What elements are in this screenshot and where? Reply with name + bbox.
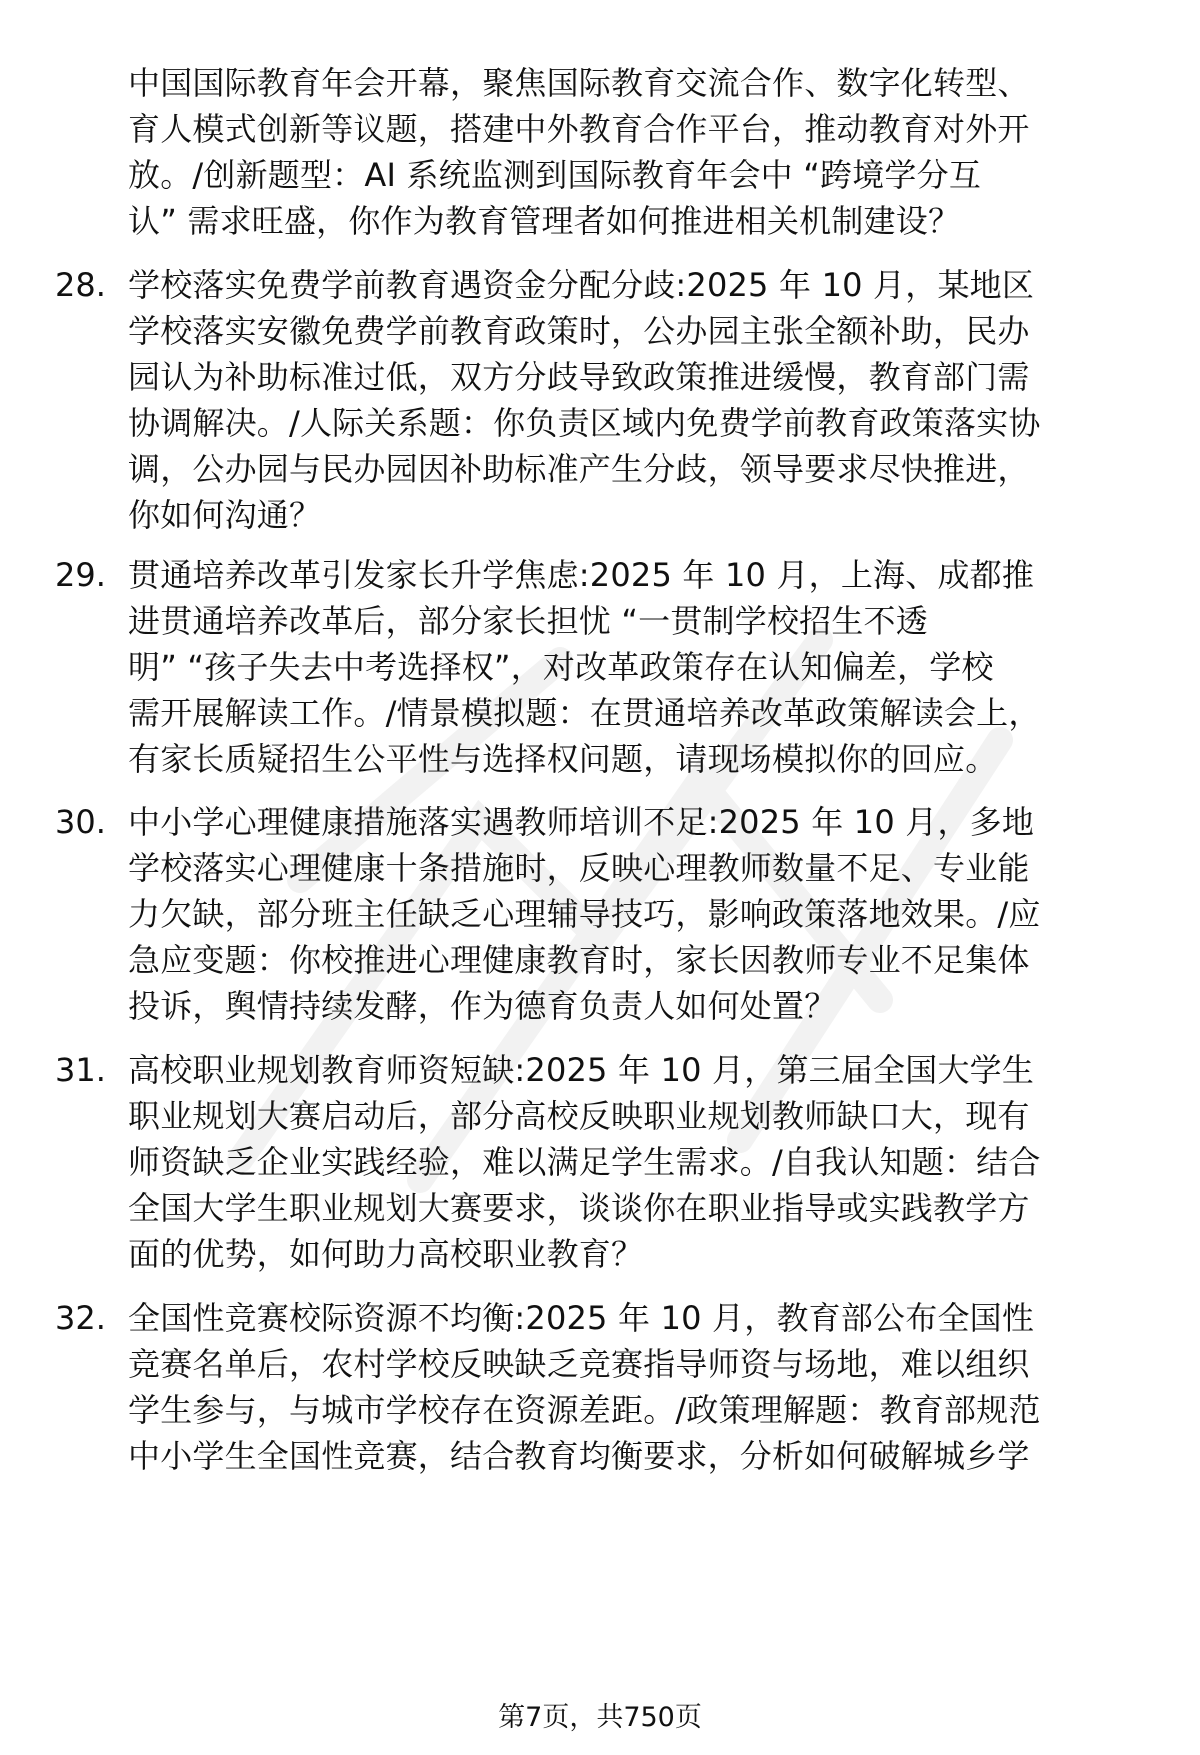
- question-line: 投诉，舆情持续发酵，作为德育负责人如何处置？: [128, 987, 837, 1025]
- intro-line: 放。/创新题型：AI 系统监测到国际教育年会中 “跨境学分互: [128, 156, 982, 194]
- question-line: 有家长质疑招生公平性与选择权问题，请现场模拟你的回应。: [128, 740, 998, 778]
- question-line: 协调解决。/人际关系题：你负责区域内免费学前教育政策落实协: [128, 404, 1041, 442]
- question-line: 力欠缺，部分班主任缺乏心理辅导技巧，影响政策落地效果。/应: [128, 895, 1041, 933]
- question-line: 急应变题：你校推进心理健康教育时，家长因教师专业不足集体: [128, 941, 1030, 979]
- question-line: 贯通培养改革引发家长升学焦虑:2025 年 10 月，上海、成都推: [128, 556, 1035, 594]
- question-line: 竞赛名单后，农村学校反映缺乏竞赛指导师资与场地，难以组织: [128, 1345, 1030, 1383]
- question-line: 全国大学生职业规划大赛要求，谈谈你在职业指导或实践教学方: [128, 1189, 1030, 1227]
- question-line: 中小学心理健康措施落实遇教师培训不足:2025 年 10 月，多地: [128, 803, 1035, 841]
- question-line: 你如何沟通？: [128, 496, 322, 534]
- question-number: 31.: [55, 1051, 106, 1089]
- page-number-footer: 第7页，共750页: [498, 1702, 702, 1733]
- intro-line: 中国国际教育年会开幕，聚焦国际教育交流合作、数字化转型、: [128, 64, 1030, 102]
- question-number: 32.: [55, 1299, 106, 1337]
- question-number: 28.: [55, 266, 106, 304]
- question-line: 需开展解读工作。/情景模拟题：在贯通培养改革政策解读会上，: [128, 694, 1041, 732]
- question-line: 高校职业规划教育师资短缺:2025 年 10 月，第三届全国大学生: [128, 1051, 1035, 1089]
- question-line: 师资缺乏企业实践经验，难以满足学生需求。/自我认知题：结合: [128, 1143, 1041, 1181]
- question-line: 全国性竞赛校际资源不均衡:2025 年 10 月，教育部公布全国性: [128, 1299, 1035, 1337]
- question-line: 明” “孩子失去中考选择权”，对改革政策存在认知偏差，学校: [128, 648, 994, 686]
- question-line: 调，公办园与民办园因补助标准产生分歧，领导要求尽快推进，: [128, 450, 1030, 488]
- question-number: 29.: [55, 556, 106, 594]
- question-line: 中小学生全国性竞赛，结合教育均衡要求，分析如何破解城乡学: [128, 1437, 1030, 1475]
- question-line: 学校落实安徽免费学前教育政策时，公办园主张全额补助，民办: [128, 312, 1030, 350]
- question-line: 园认为补助标准过低，双方分歧导致政策推进缓慢，教育部门需: [128, 358, 1030, 396]
- question-line: 进贯通培养改革后，部分家长担忧 “一贯制学校招生不透: [128, 602, 928, 640]
- intro-line: 认” 需求旺盛，你作为教育管理者如何推进相关机制建设？: [128, 202, 961, 240]
- question-line: 学校落实免费学前教育遇资金分配分歧:2025 年 10 月，某地区: [128, 266, 1035, 304]
- intro-line: 育人模式创新等议题，搭建中外教育合作平台，推动教育对外开: [128, 110, 1030, 148]
- question-number: 30.: [55, 803, 106, 841]
- question-line: 面的优势，如何助力高校职业教育？: [128, 1235, 644, 1273]
- question-line: 学校落实心理健康十条措施时，反映心理教师数量不足、专业能: [128, 849, 1030, 887]
- question-line: 职业规划大赛启动后，部分高校反映职业规划教师缺口大，现有: [128, 1097, 1030, 1135]
- question-line: 学生参与，与城市学校存在资源差距。/政策理解题：教育部规范: [128, 1391, 1041, 1429]
